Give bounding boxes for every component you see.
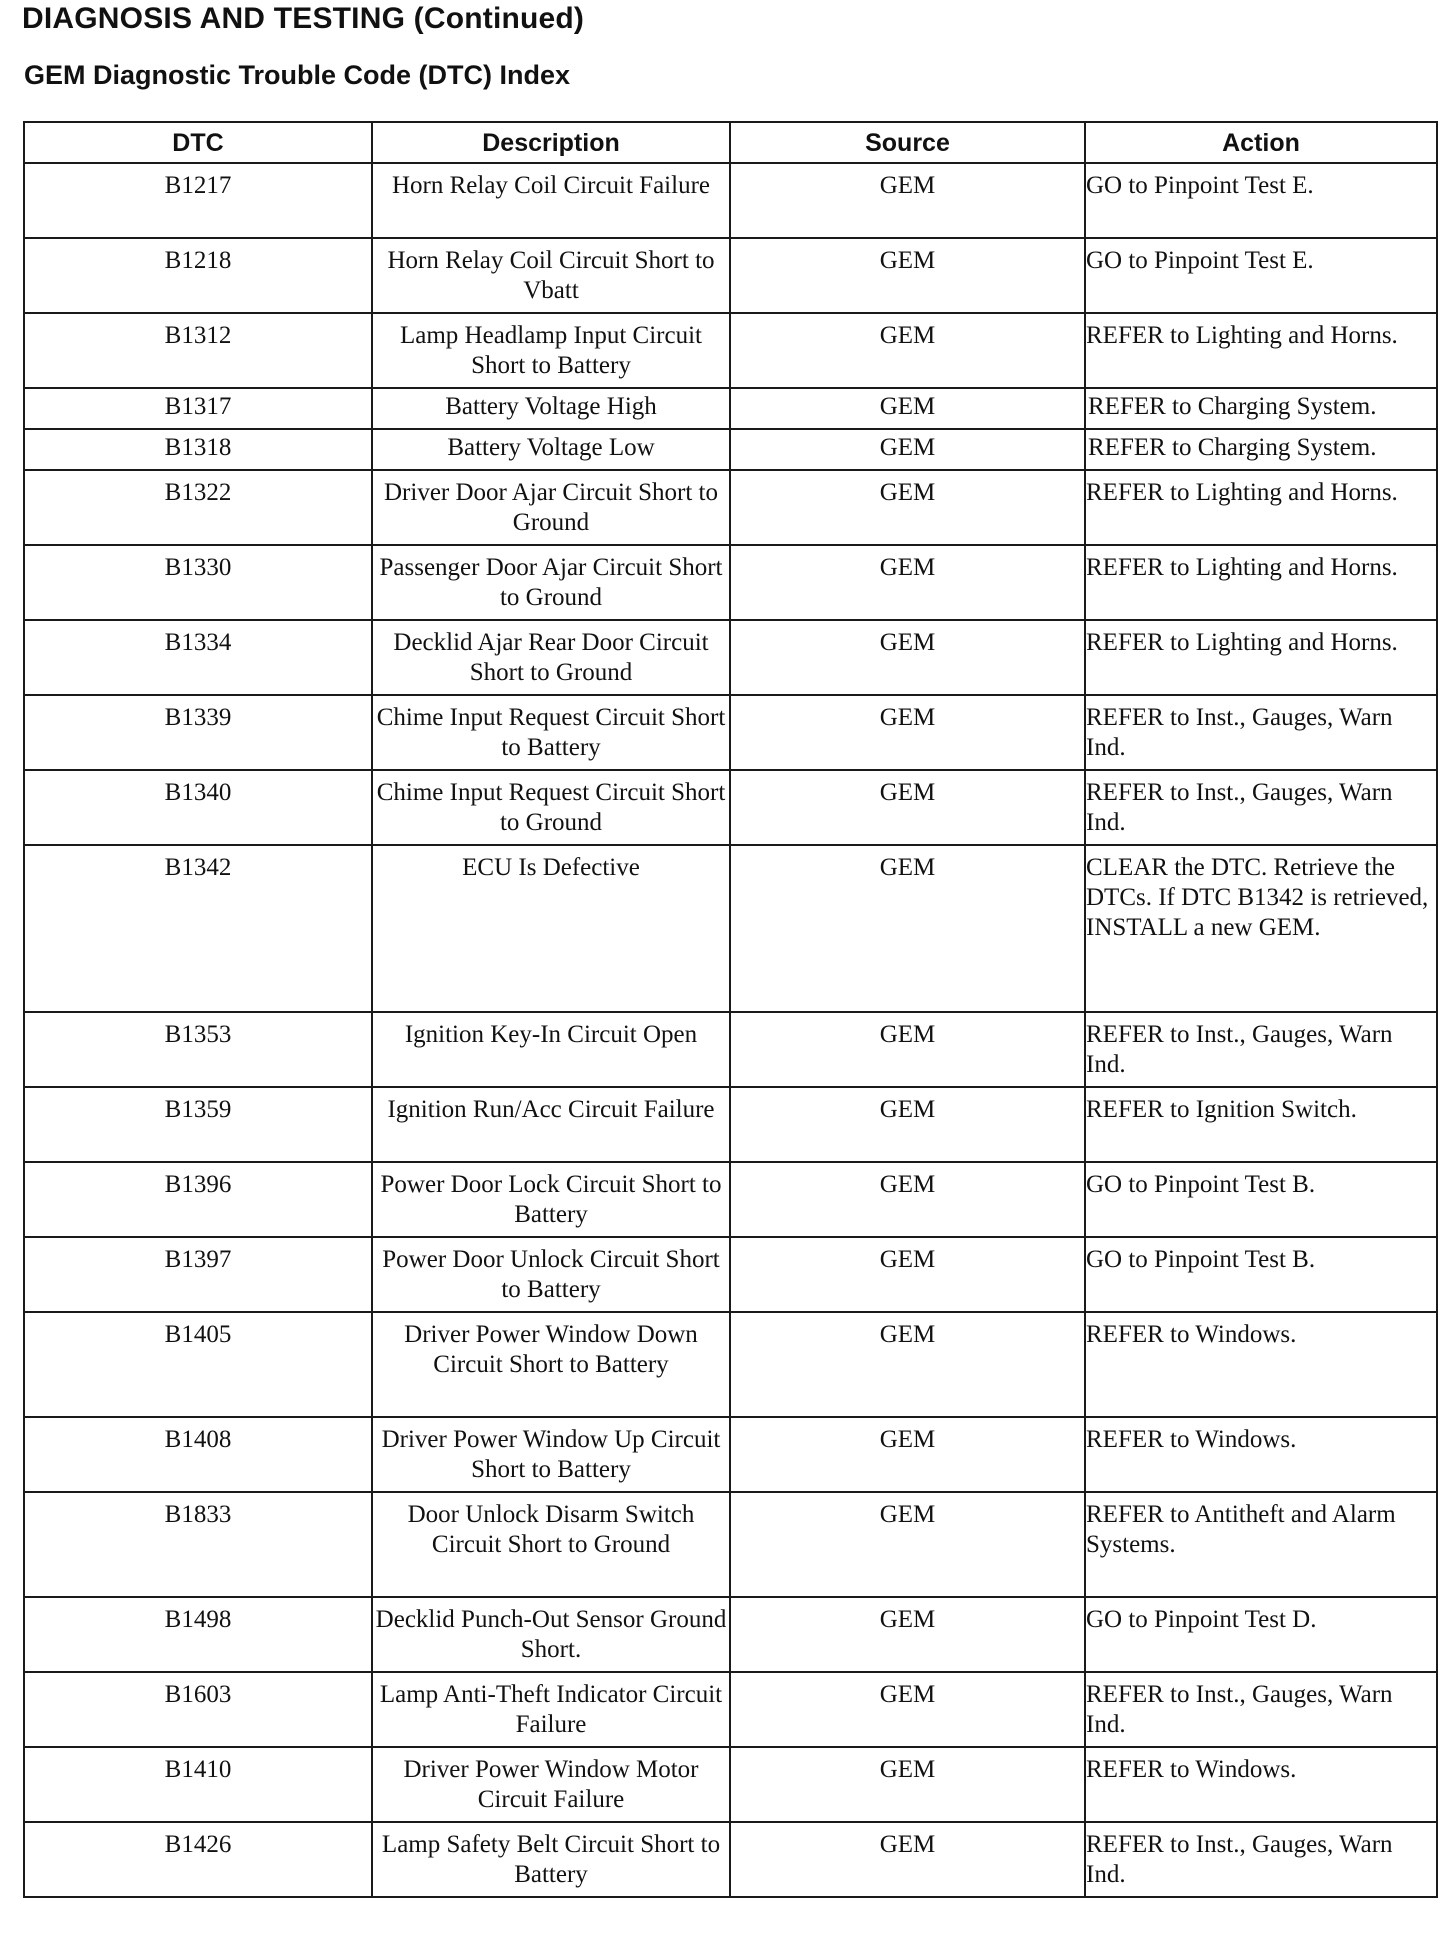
dtc-source: GEM <box>730 313 1085 388</box>
dtc-description: Driver Power Window Down Circuit Short to Battery <box>372 1312 730 1417</box>
table-row <box>24 313 1437 388</box>
dtc-source: GEM <box>730 1597 1085 1672</box>
dtc-action: REFER to Lighting and Horns. <box>1085 313 1437 388</box>
dtc-code: B1317 <box>24 388 372 429</box>
dtc-index-table <box>23 121 1438 1898</box>
dtc-code: B1426 <box>24 1822 372 1897</box>
dtc-code: B1498 <box>24 1597 372 1672</box>
dtc-code: B1342 <box>24 845 372 1012</box>
dtc-code: B1318 <box>24 429 372 470</box>
table-row <box>24 1417 1437 1492</box>
dtc-code: B1408 <box>24 1417 372 1492</box>
dtc-source: GEM <box>730 1087 1085 1162</box>
table-row <box>24 695 1437 770</box>
table-row <box>24 545 1437 620</box>
dtc-code: B1330 <box>24 545 372 620</box>
dtc-source: GEM <box>730 1162 1085 1237</box>
table-row <box>24 163 1437 238</box>
dtc-description: Chime Input Request Circuit Short to Battery <box>372 695 730 770</box>
dtc-description: Driver Power Window Motor Circuit Failure <box>372 1747 730 1822</box>
dtc-action: REFER to Charging System. <box>1085 429 1437 470</box>
dtc-source: GEM <box>730 845 1085 1012</box>
dtc-action: REFER to Windows. <box>1085 1312 1437 1417</box>
table-row <box>24 470 1437 545</box>
dtc-action: REFER to Inst., Gauges, Warn Ind. <box>1085 1672 1437 1747</box>
dtc-description: Lamp Anti-Theft Indicator Circuit Failure <box>372 1672 730 1747</box>
dtc-source: GEM <box>730 1417 1085 1492</box>
dtc-action: REFER to Windows. <box>1085 1747 1437 1822</box>
dtc-description: Battery Voltage Low <box>372 429 730 470</box>
dtc-source: GEM <box>730 1822 1085 1897</box>
dtc-action: REFER to Ignition Switch. <box>1085 1087 1437 1162</box>
dtc-description: Lamp Safety Belt Circuit Short to Battery <box>372 1822 730 1897</box>
dtc-source: GEM <box>730 1012 1085 1087</box>
dtc-action: GO to Pinpoint Test E. <box>1085 238 1437 313</box>
dtc-description: Power Door Unlock Circuit Short to Battery <box>372 1237 730 1312</box>
dtc-action: REFER to Inst., Gauges, Warn Ind. <box>1085 695 1437 770</box>
dtc-source: GEM <box>730 695 1085 770</box>
table-row <box>24 1087 1437 1162</box>
dtc-description: Passenger Door Ajar Circuit Short to Ground <box>372 545 730 620</box>
dtc-code: B1322 <box>24 470 372 545</box>
dtc-description: Horn Relay Coil Circuit Short to Vbatt <box>372 238 730 313</box>
table-row <box>24 1492 1437 1597</box>
dtc-action: CLEAR the DTC. Retrieve the DTCs. If DTC B1342 is retrieved, INSTALL a new GEM. <box>1085 845 1437 1012</box>
dtc-action: GO to Pinpoint Test D. <box>1085 1597 1437 1672</box>
dtc-description: ECU Is Defective <box>372 845 730 1012</box>
dtc-code: B1339 <box>24 695 372 770</box>
table-row <box>24 1237 1437 1312</box>
dtc-action: REFER to Lighting and Horns. <box>1085 470 1437 545</box>
dtc-action: REFER to Inst., Gauges, Warn Ind. <box>1085 770 1437 845</box>
dtc-code: B1340 <box>24 770 372 845</box>
dtc-description: Ignition Run/Acc Circuit Failure <box>372 1087 730 1162</box>
dtc-source: GEM <box>730 388 1085 429</box>
header-source: Source <box>730 122 1085 163</box>
dtc-code: B1396 <box>24 1162 372 1237</box>
dtc-action: REFER to Inst., Gauges, Warn Ind. <box>1085 1822 1437 1897</box>
dtc-action: REFER to Charging System. <box>1085 388 1437 429</box>
dtc-source: GEM <box>730 1312 1085 1417</box>
dtc-description: Battery Voltage High <box>372 388 730 429</box>
table-row <box>24 1672 1437 1747</box>
dtc-code: B1334 <box>24 620 372 695</box>
header-description: Description <box>372 122 730 163</box>
dtc-code: B1397 <box>24 1237 372 1312</box>
dtc-code: B1603 <box>24 1672 372 1747</box>
dtc-code: B1833 <box>24 1492 372 1597</box>
table-row <box>24 429 1437 470</box>
dtc-action: REFER to Inst., Gauges, Warn Ind. <box>1085 1012 1437 1087</box>
dtc-code: B1217 <box>24 163 372 238</box>
table-row <box>24 770 1437 845</box>
dtc-source: GEM <box>730 163 1085 238</box>
dtc-source: GEM <box>730 429 1085 470</box>
table-row <box>24 388 1437 429</box>
dtc-code: B1218 <box>24 238 372 313</box>
dtc-code: B1353 <box>24 1012 372 1087</box>
dtc-source: GEM <box>730 770 1085 845</box>
dtc-source: GEM <box>730 1672 1085 1747</box>
dtc-description: Driver Power Window Up Circuit Short to Battery <box>372 1417 730 1492</box>
dtc-action: REFER to Lighting and Horns. <box>1085 545 1437 620</box>
table-row <box>24 238 1437 313</box>
dtc-source: GEM <box>730 1492 1085 1597</box>
dtc-code: B1410 <box>24 1747 372 1822</box>
table-row <box>24 620 1437 695</box>
dtc-source: GEM <box>730 1747 1085 1822</box>
dtc-code: B1405 <box>24 1312 372 1417</box>
dtc-action: REFER to Antitheft and Alarm Systems. <box>1085 1492 1437 1597</box>
header-dtc: DTC <box>24 122 372 163</box>
dtc-action: REFER to Windows. <box>1085 1417 1437 1492</box>
dtc-source: GEM <box>730 470 1085 545</box>
header-action: Action <box>1085 122 1437 163</box>
dtc-source: GEM <box>730 1237 1085 1312</box>
dtc-code: B1312 <box>24 313 372 388</box>
table-header-row <box>24 122 1437 163</box>
dtc-description: Driver Door Ajar Circuit Short to Ground <box>372 470 730 545</box>
dtc-description: Ignition Key-In Circuit Open <box>372 1012 730 1087</box>
dtc-description: Horn Relay Coil Circuit Failure <box>372 163 730 238</box>
dtc-code: B1359 <box>24 1087 372 1162</box>
dtc-source: GEM <box>730 620 1085 695</box>
table-row <box>24 1822 1437 1897</box>
dtc-description: Lamp Headlamp Input Circuit Short to Battery <box>372 313 730 388</box>
section-title: DIAGNOSIS AND TESTING (Continued) <box>22 2 585 35</box>
dtc-action: GO to Pinpoint Test B. <box>1085 1162 1437 1237</box>
table-row <box>24 1162 1437 1237</box>
table-row <box>24 1012 1437 1087</box>
table-row <box>24 1312 1437 1417</box>
dtc-source: GEM <box>730 238 1085 313</box>
dtc-action: REFER to Lighting and Horns. <box>1085 620 1437 695</box>
table-row <box>24 845 1437 1012</box>
dtc-description: Door Unlock Disarm Switch Circuit Short to Ground <box>372 1492 730 1597</box>
dtc-description: Chime Input Request Circuit Short to Ground <box>372 770 730 845</box>
table-title: GEM Diagnostic Trouble Code (DTC) Index <box>24 60 571 90</box>
dtc-description: Decklid Ajar Rear Door Circuit Short to Ground <box>372 620 730 695</box>
table-row <box>24 1747 1437 1822</box>
dtc-description: Decklid Punch-Out Sensor Ground Short. <box>372 1597 730 1672</box>
table-row <box>24 1597 1437 1672</box>
dtc-source: GEM <box>730 545 1085 620</box>
dtc-description: Power Door Lock Circuit Short to Battery <box>372 1162 730 1237</box>
dtc-action: GO to Pinpoint Test B. <box>1085 1237 1437 1312</box>
dtc-action: GO to Pinpoint Test E. <box>1085 163 1437 238</box>
